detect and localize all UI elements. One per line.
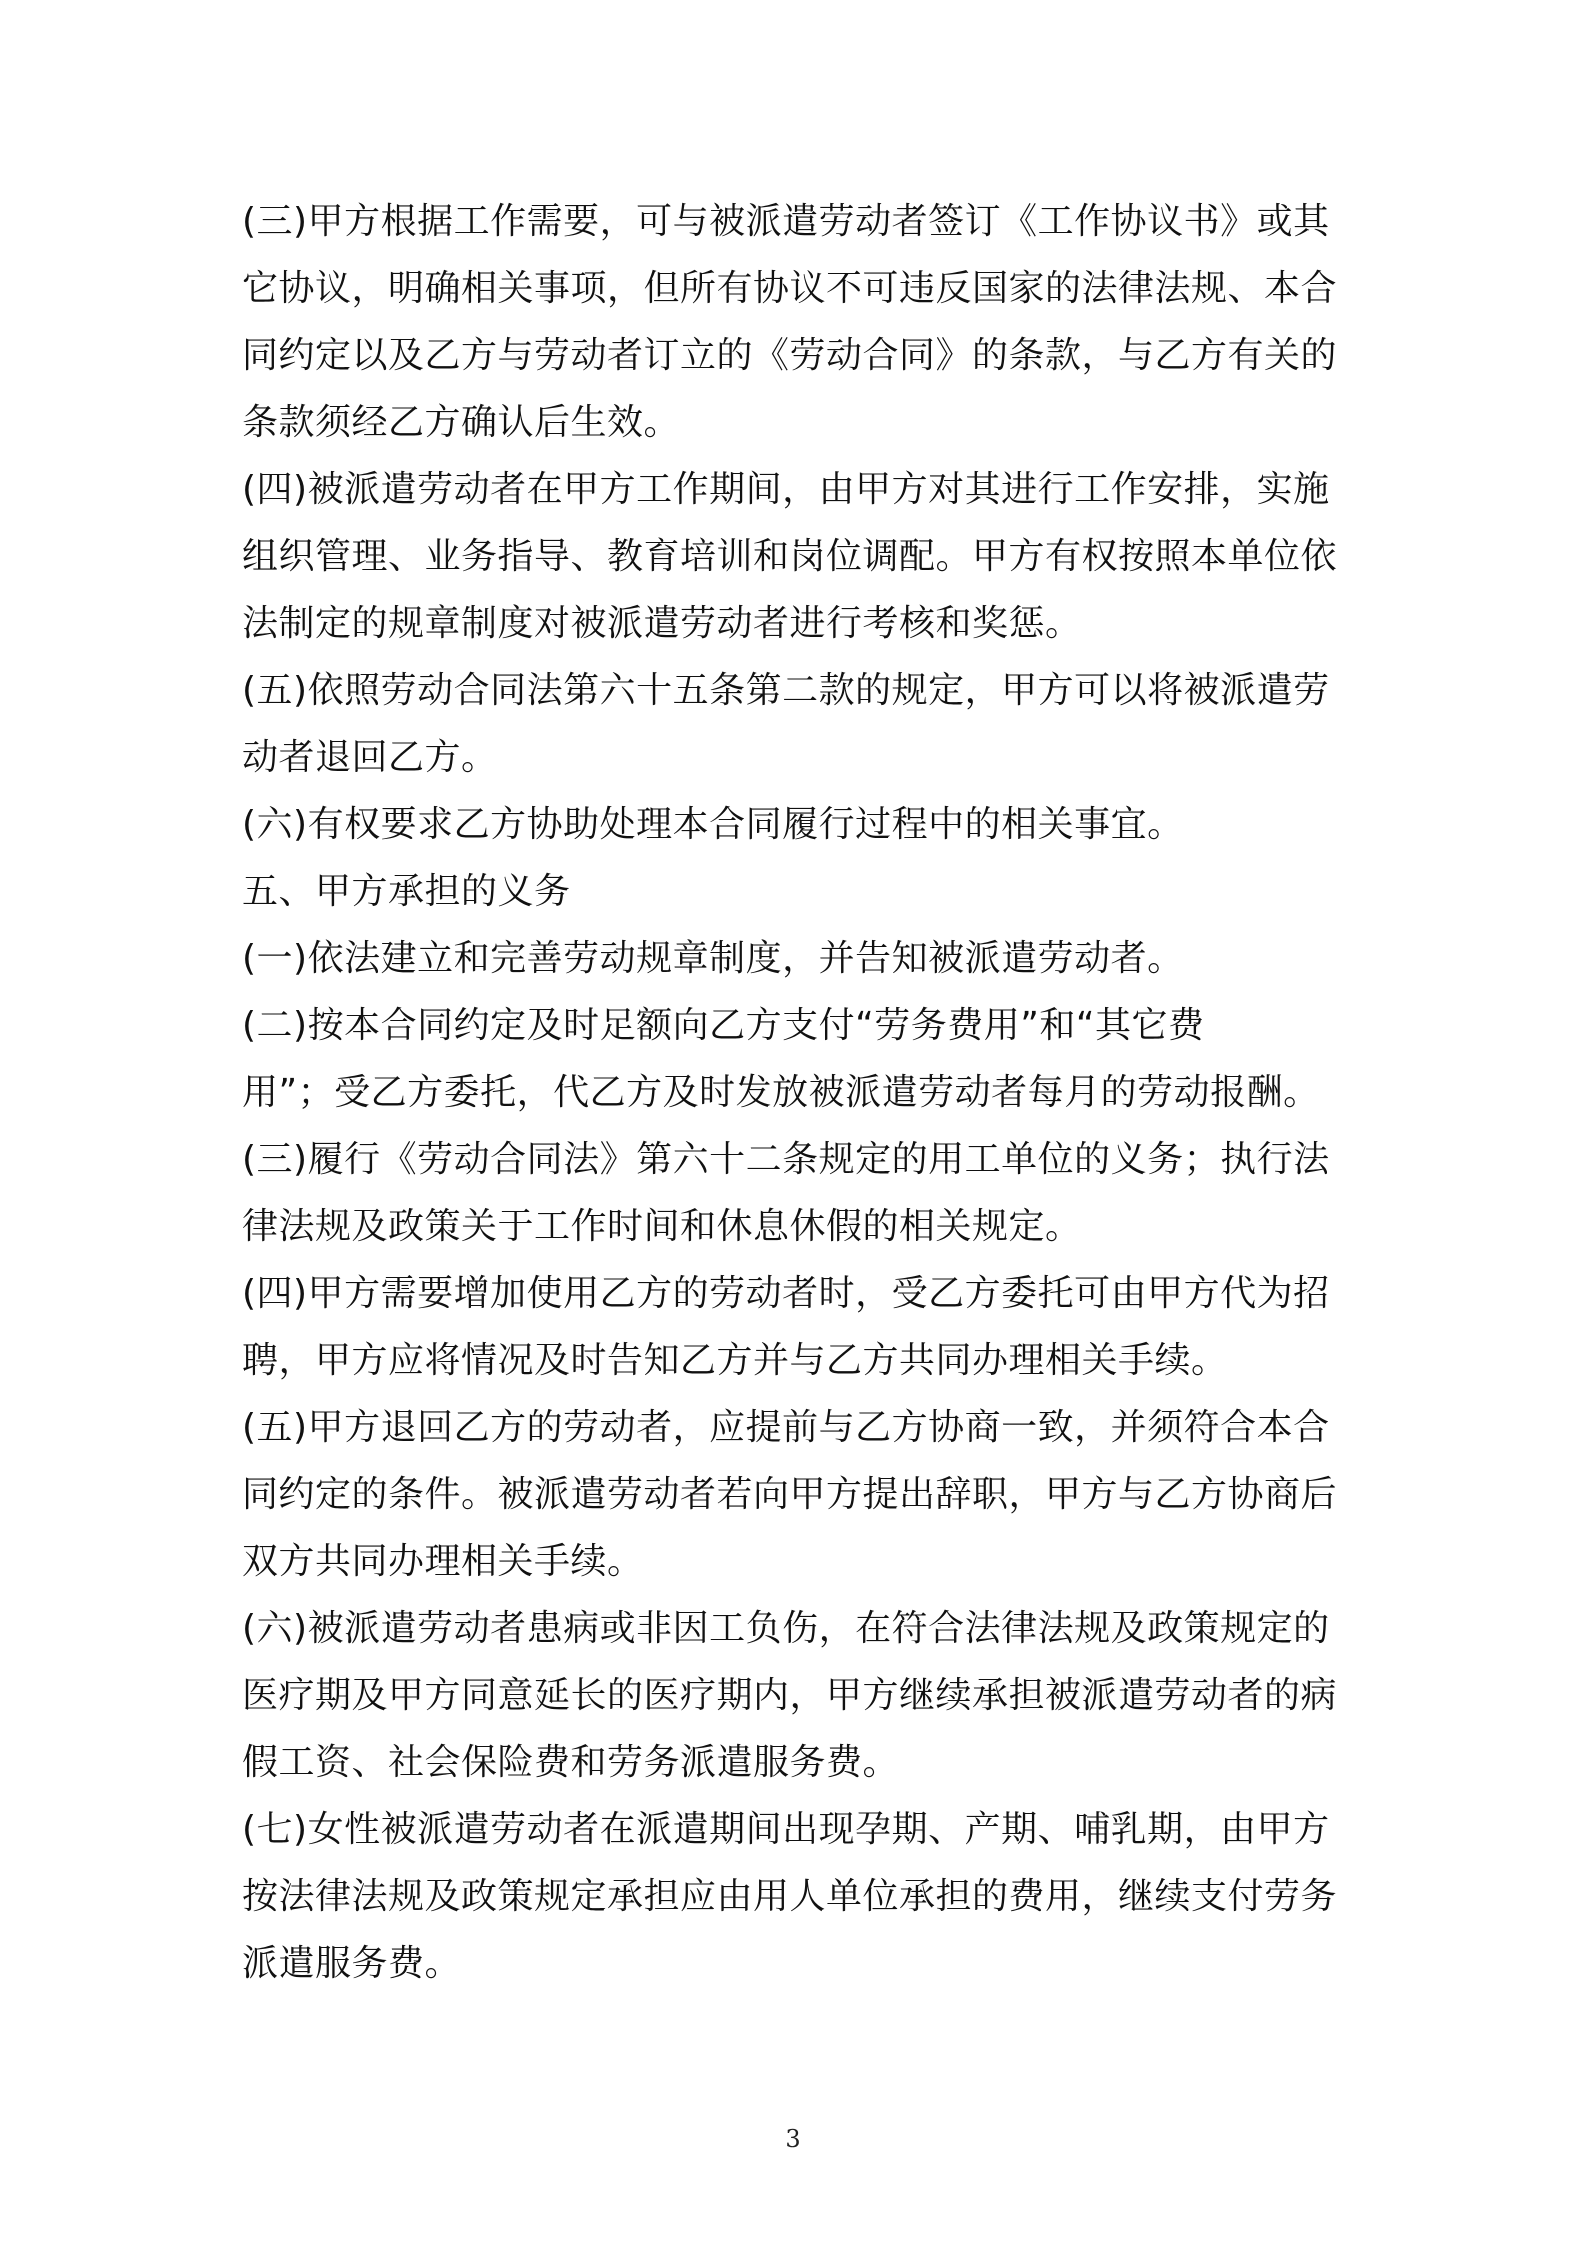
- text-line: 派遣服务费。: [242, 1943, 462, 1984]
- text-line: 组织管理、业务指导、教育培训和岗位调配。甲方有权按照本单位依: [242, 536, 1338, 577]
- page-number: 3: [785, 2125, 801, 2153]
- text-line: 它协议，明确相关事项，但所有协议不可违反国家的法律法规、本合: [242, 268, 1338, 309]
- text-line: (三)履行《劳动合同法》第六十二条规定的用工单位的义务；执行法: [242, 1139, 1330, 1180]
- text-line: (四)甲方需要增加使用乙方的劳动者时，受乙方委托可由甲方代为招: [242, 1273, 1330, 1314]
- text-line: (五)甲方退回乙方的劳动者，应提前与乙方协商一致，并须符合本合: [242, 1407, 1330, 1448]
- text-line: (五)依照劳动合同法第六十五条第二款的规定，甲方可以将被派遣劳: [242, 670, 1330, 711]
- text-line: (三)甲方根据工作需要，可与被派遣劳动者签订《工作协议书》或其: [242, 201, 1330, 242]
- text-line: (二)按本合同约定及时足额向乙方支付“劳务费用”和“其它费: [242, 1005, 1205, 1046]
- text-line: 法制定的规章制度对被派遣劳动者进行考核和奖惩。: [242, 603, 1082, 644]
- text-line: (六)被派遣劳动者患病或非因工负伤，在符合法律法规及政策规定的: [242, 1608, 1330, 1649]
- text-line: 医疗期及甲方同意延长的医疗期内，甲方继续承担被派遣劳动者的病: [242, 1675, 1338, 1716]
- text-line: 聘，甲方应将情况及时告知乙方并与乙方共同办理相关手续。: [242, 1340, 1228, 1381]
- text-line: 同约定以及乙方与劳动者订立的《劳动合同》的条款，与乙方有关的: [242, 335, 1338, 376]
- text-line: 按法律法规及政策规定承担应由用人单位承担的费用，继续支付劳务: [242, 1876, 1338, 1917]
- text-line: 条款须经乙方确认后生效。: [242, 402, 681, 443]
- text-line: (四)被派遣劳动者在甲方工作期间，由甲方对其进行工作安排，实施: [242, 469, 1330, 510]
- text-line: 同约定的条件。被派遣劳动者若向甲方提出辞职，甲方与乙方协商后: [242, 1474, 1338, 1515]
- text-line: 假工资、社会保险费和劳务派遣服务费。: [242, 1742, 900, 1783]
- text-line: (七)女性被派遣劳动者在派遣期间出现孕期、产期、哺乳期，由甲方: [242, 1809, 1330, 1850]
- section-heading: 五、甲方承担的义务: [242, 871, 571, 912]
- document-body: [242, 188, 1362, 1997]
- text-line: 动者退回乙方。: [242, 737, 498, 778]
- text-line: (六)有权要求乙方协助处理本合同履行过程中的相关事宜。: [242, 804, 1184, 845]
- text-line: 用”；受乙方委托，代乙方及时发放被派遣劳动者每月的劳动报酬。: [242, 1072, 1320, 1113]
- text-line: 律法规及政策关于工作时间和休息休假的相关规定。: [242, 1206, 1082, 1247]
- text-line: 双方共同办理相关手续。: [242, 1541, 644, 1582]
- text-line: (一)依法建立和完善劳动规章制度，并告知被派遣劳动者。: [242, 938, 1184, 979]
